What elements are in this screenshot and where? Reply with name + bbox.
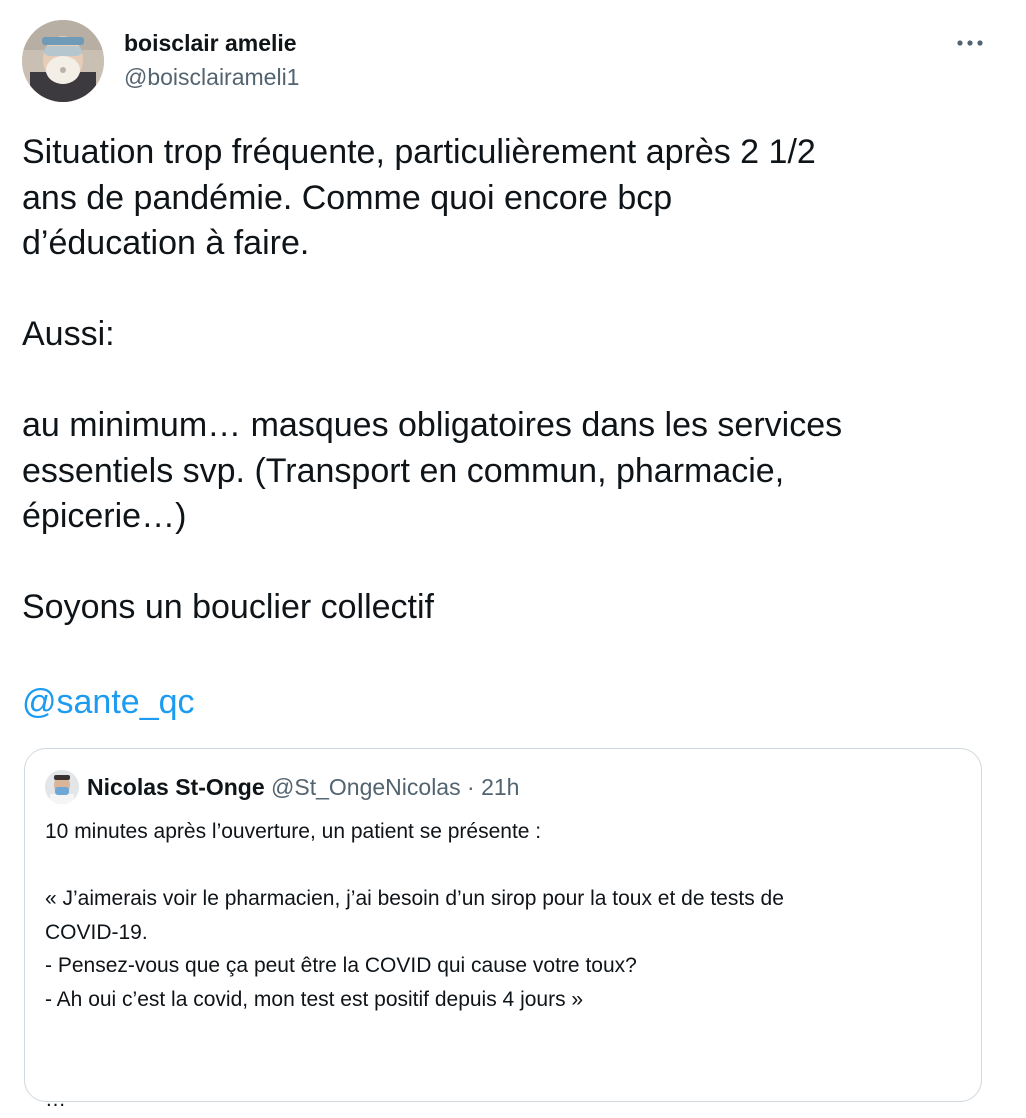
quoted-timestamp: 21h [481, 774, 520, 800]
more-options-button[interactable] [948, 26, 992, 60]
author-name[interactable]: boisclair amelie [124, 30, 297, 56]
quoted-tweet-text: 10 minutes après l’ouverture, un patient se présente : « J’aimerais voir le pharmacien, j’ai besoin d’un sirop pour la toux et de tests de COVID-19. - Pensez-vous que ça peut être la COVID qui cause votre toux? - Ah oui c’est la covid, mon test est positif depuis 4 jours » … [45, 820, 784, 1111]
quoted-author-handle: @St_OngeNicolas [271, 774, 461, 800]
quoted-author-avatar [45, 770, 79, 804]
author-handle[interactable]: @boisclairameli1 [124, 64, 300, 90]
quoted-separator: · [467, 774, 475, 800]
quoted-tweet-card[interactable] [24, 748, 982, 1111]
quoted-author-name: Nicolas St-Onge [87, 774, 265, 800]
avatar-image [22, 20, 104, 102]
author-avatar[interactable] [22, 20, 104, 102]
quoted-tweet-header [87, 773, 519, 801]
quoted-avatar-image [45, 770, 79, 804]
mention-link[interactable]: @sante_qc [22, 683, 195, 721]
more-horizontal-icon [957, 40, 983, 46]
tweet-text: Situation trop fréquente, particulièrement après 2 1/2 ans de pandémie. Comme quoi encore bcp d’éducation à faire. Aussi: au minimum… masques obligatoires dans les services essentiels svp. (Transport en commun, pharmacie, épicerie…) Soyons un bouclier collectif [22, 133, 843, 626]
